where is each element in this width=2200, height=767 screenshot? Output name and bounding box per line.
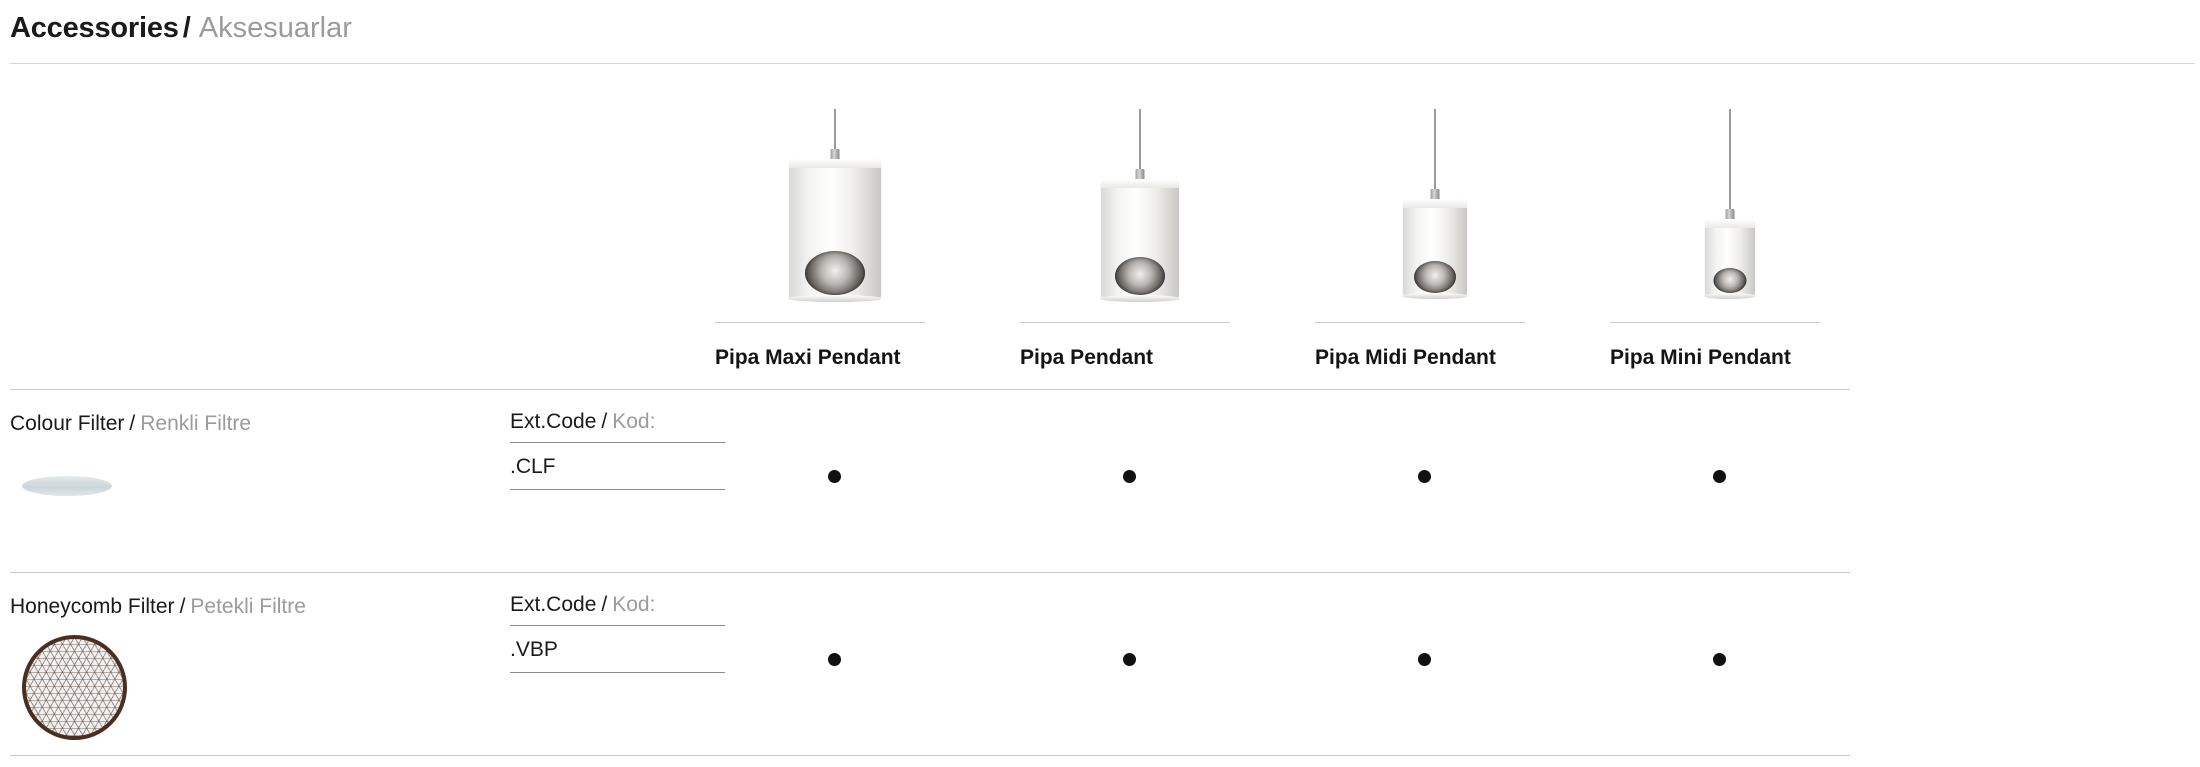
page-title-tr: Aksesuarlar xyxy=(198,12,352,44)
page-title-en: Accessories xyxy=(10,12,179,44)
code-label-separator: / xyxy=(601,410,608,433)
code-label xyxy=(510,410,725,443)
product-column-header xyxy=(10,64,2200,389)
accessory-name-separator: / xyxy=(129,412,136,435)
colour-filter-icon xyxy=(22,476,112,496)
product-image-pipa-pendant xyxy=(1020,64,1260,322)
code-value: .VBP xyxy=(510,626,725,673)
pendant-lamp-icon xyxy=(1380,109,1490,314)
product-divider xyxy=(1315,322,1525,323)
product-image-pipa-maxi-pendant xyxy=(715,64,955,322)
product-column-pipa-mini-pendant xyxy=(1610,64,1850,389)
product-column-pipa-pendant xyxy=(1020,64,1260,389)
code-label-tr: Kod: xyxy=(612,593,656,616)
product-image-pipa-midi-pendant xyxy=(1315,64,1555,322)
accessory-name-colour-filter xyxy=(10,412,251,436)
code-label-en: Ext.Code xyxy=(510,410,597,433)
pendant-lamp-icon xyxy=(770,109,900,314)
pendant-lamp-icon xyxy=(1080,109,1200,314)
accessories-table xyxy=(10,389,1850,755)
product-divider xyxy=(1020,322,1230,323)
code-label-separator: / xyxy=(601,593,608,616)
page-title-separator: / xyxy=(182,12,191,44)
availability-dot xyxy=(1123,470,1136,483)
availability-dot xyxy=(828,470,841,483)
page-title xyxy=(0,0,2200,63)
availability-dot xyxy=(1418,470,1431,483)
product-name: Pipa Maxi Pendant xyxy=(715,346,901,369)
honeycomb-filter-icon xyxy=(22,635,127,740)
code-block-honeycomb-filter xyxy=(510,593,725,673)
accessory-name-separator: / xyxy=(179,595,186,618)
product-column-pipa-maxi-pendant xyxy=(715,64,955,389)
availability-dot xyxy=(1713,470,1726,483)
accessory-name-en: Honeycomb Filter xyxy=(10,595,175,618)
table-row xyxy=(10,389,1850,572)
code-block-colour-filter xyxy=(510,410,725,490)
product-divider xyxy=(715,322,925,323)
availability-dot xyxy=(828,653,841,666)
code-label-en: Ext.Code xyxy=(510,593,597,616)
code-label-tr: Kod: xyxy=(612,410,656,433)
accessory-name-honeycomb-filter xyxy=(10,595,306,619)
availability-dot xyxy=(1418,653,1431,666)
accessory-name-tr: Renkli Filtre xyxy=(140,412,252,435)
pendant-lamp-icon xyxy=(1680,109,1780,314)
code-label xyxy=(510,593,725,626)
accessory-name-en: Colour Filter xyxy=(10,412,125,435)
product-name: Pipa Mini Pendant xyxy=(1610,346,1791,369)
table-bottom-divider xyxy=(10,755,1850,756)
product-name: Pipa Midi Pendant xyxy=(1315,346,1496,369)
code-value: .CLF xyxy=(510,443,725,490)
product-column-pipa-midi-pendant xyxy=(1315,64,1555,389)
product-divider xyxy=(1610,322,1820,323)
product-name: Pipa Pendant xyxy=(1020,346,1154,369)
product-image-pipa-mini-pendant xyxy=(1610,64,1850,322)
accessory-name-tr: Petekli Filtre xyxy=(190,595,306,618)
availability-dot xyxy=(1123,653,1136,666)
table-row xyxy=(10,572,1850,755)
availability-dot xyxy=(1713,653,1726,666)
